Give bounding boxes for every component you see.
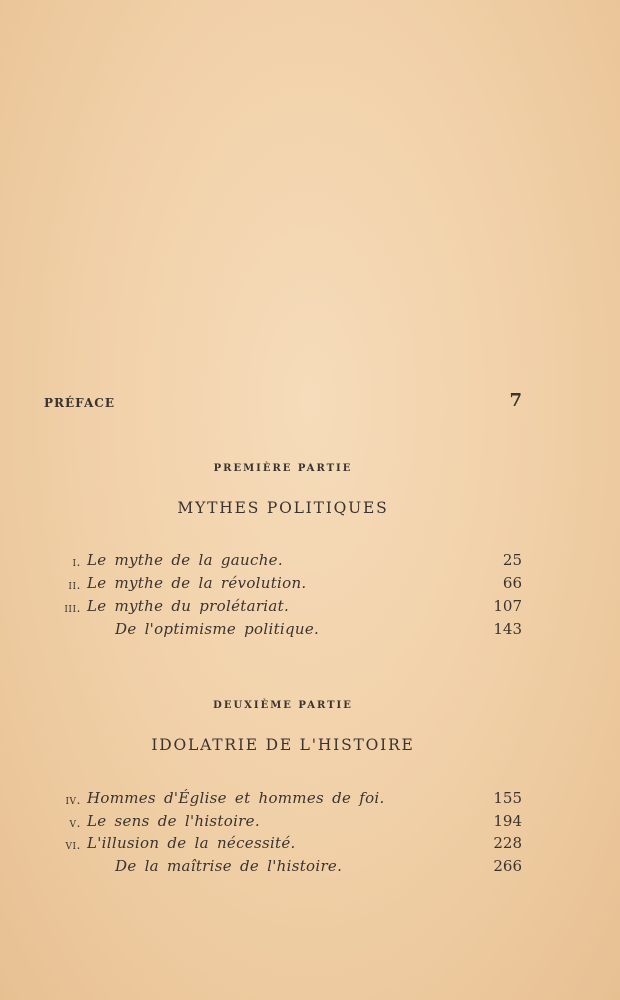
chapter-title: Le mythe de la révolution. <box>87 574 307 592</box>
chapter-page-number: 194 <box>493 812 522 830</box>
chapter-page-number: 155 <box>493 789 522 807</box>
toc-entry <box>0 574 620 596</box>
toc-entry <box>0 620 620 642</box>
chapter-numeral: iv. <box>65 792 81 807</box>
chapter-page-number: 266 <box>493 857 522 875</box>
chapter-page-number: 228 <box>493 834 522 852</box>
toc-entry <box>0 789 620 811</box>
chapter-page-number: 143 <box>493 620 522 638</box>
chapter-title: De l'optimisme politique. <box>115 620 320 638</box>
toc-entry <box>0 551 620 573</box>
chapter-numeral: iii. <box>64 600 81 615</box>
toc-entry <box>0 812 620 834</box>
chapter-page-number: 25 <box>502 551 522 569</box>
chapter-title: Hommes d'Église et hommes de foi. <box>87 789 385 807</box>
part-two-label: DEUXIÈME PARTIE <box>213 700 353 711</box>
preface-page-number: 7 <box>509 390 522 411</box>
chapter-page-number: 66 <box>502 574 522 592</box>
chapter-title: Le mythe de la gauche. <box>87 551 283 569</box>
chapter-numeral: v. <box>69 815 81 830</box>
chapter-title: Le sens de l'histoire. <box>87 812 260 830</box>
chapter-title: L'illusion de la nécessité. <box>87 834 296 852</box>
part-two-title: IDOLATRIE DE L'HISTOIRE <box>151 736 415 754</box>
part-one-title: MYTHES POLITIQUES <box>177 499 389 517</box>
toc-entry <box>0 857 620 879</box>
preface-label: PRÉFACE <box>44 396 115 410</box>
chapter-page-number: 107 <box>493 597 522 615</box>
part-one-label: PREMIÈRE PARTIE <box>213 463 353 474</box>
chapter-numeral: vi. <box>65 837 81 852</box>
chapter-title: De la maîtrise de l'histoire. <box>115 857 343 875</box>
chapter-numeral: i. <box>72 554 81 569</box>
toc-entry <box>0 834 620 856</box>
chapter-numeral: ii. <box>68 577 81 592</box>
toc-entry <box>0 597 620 619</box>
chapter-title: Le mythe du prolétariat. <box>87 597 290 615</box>
